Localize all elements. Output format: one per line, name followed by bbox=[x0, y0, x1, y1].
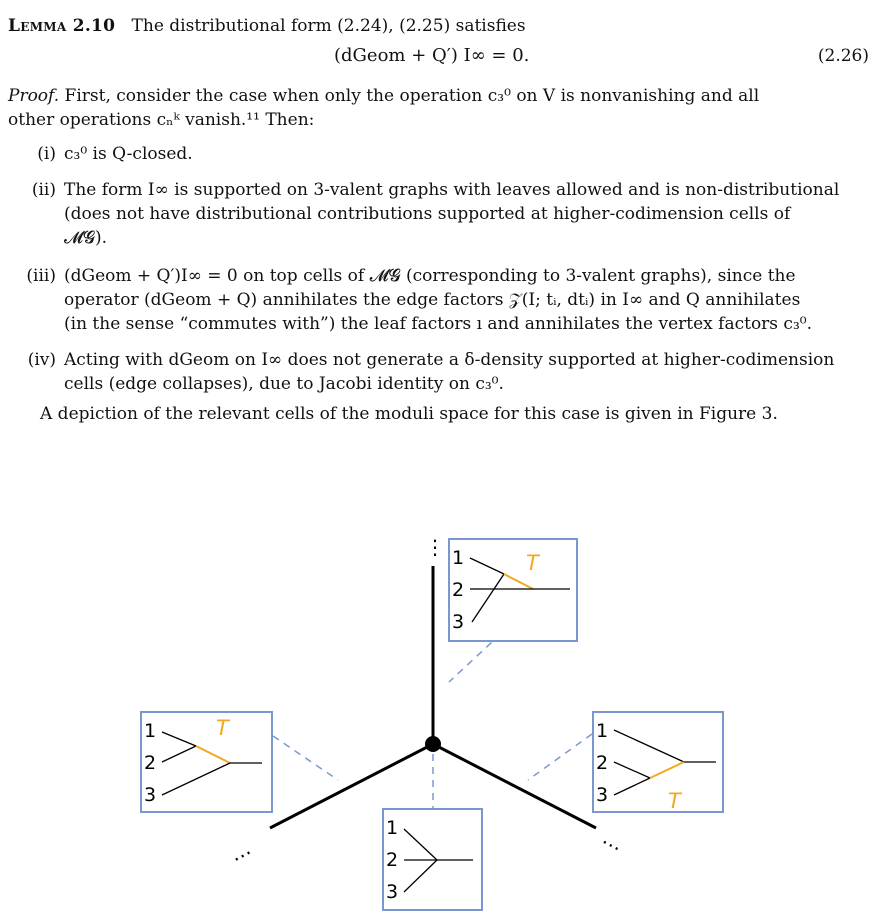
edge-label-T: T bbox=[526, 551, 539, 575]
item-line: c₃⁰ is Q-closed. bbox=[64, 144, 193, 164]
equation-number: (2.26) bbox=[817, 46, 869, 66]
edge-label-T: T bbox=[216, 716, 229, 740]
leaf-label: 2 bbox=[596, 752, 609, 774]
proof-intro-text: First, consider the case when only the operation c₃⁰ on V is nonvanishing and all bbox=[64, 86, 760, 106]
leaf-label: 3 bbox=[596, 784, 609, 806]
dots-top: ⋮ bbox=[425, 536, 445, 559]
item-label: (iii) bbox=[26, 266, 56, 286]
item-line: (does not have distributional contributions supported at higher-codimension cells of bbox=[64, 204, 791, 224]
lemma-title: Lemma 2.10 bbox=[8, 16, 116, 36]
dashed-connector bbox=[273, 736, 338, 780]
list-item bbox=[8, 142, 888, 166]
list-item bbox=[8, 178, 888, 250]
dashed-connector bbox=[528, 734, 592, 780]
graph-cell-bottom bbox=[383, 809, 482, 910]
leaf-label: 1 bbox=[452, 547, 465, 569]
equation: (dGeom + Q′) I∞ = 0. bbox=[334, 45, 530, 66]
item-line: cells (edge collapses), due to Jacobi identity on c₃⁰. bbox=[64, 374, 504, 394]
graph-cell-right bbox=[593, 712, 723, 813]
leaf-label: 1 bbox=[144, 720, 157, 742]
moduli-space-figure bbox=[0, 536, 893, 914]
item-line: Acting with dGeom on I∞ does not generate a δ-density supported at higher-codimension bbox=[64, 350, 835, 370]
dots-right: ⋯ bbox=[596, 829, 626, 861]
leaf-label: 2 bbox=[144, 752, 157, 774]
item-line: (dGeom + Q′)I∞ = 0 on top cells of 𝓜𝓖 (corresponding to 3-valent graphs), since the bbox=[64, 266, 796, 286]
central-vertex bbox=[425, 736, 441, 752]
edge-label-T: T bbox=[668, 789, 681, 813]
item-line: 𝓜𝓖). bbox=[64, 228, 108, 248]
proof-intro-line1 bbox=[8, 84, 759, 108]
item-label: (i) bbox=[37, 144, 56, 164]
lemma-line bbox=[8, 14, 526, 38]
list-item bbox=[8, 264, 888, 336]
leaf-label: 1 bbox=[386, 817, 399, 839]
item-label: (ii) bbox=[31, 180, 56, 200]
lemma-statement: The distributional form (2.24), (2.25) satisfies bbox=[131, 16, 526, 36]
graph-cell-top bbox=[449, 539, 577, 641]
leaf-label: 3 bbox=[452, 611, 465, 633]
leaf-label: 3 bbox=[386, 881, 399, 903]
leaf-label: 2 bbox=[386, 849, 399, 871]
item-line: operator (dGeom + Q) annihilates the edge factors 𝒵(I; tᵢ, dtᵢ) in I∞ and Q annihilates bbox=[64, 290, 801, 310]
list-item bbox=[8, 348, 888, 396]
dots-left: ⋯ bbox=[227, 840, 257, 871]
leaf-label: 1 bbox=[596, 720, 609, 742]
leaf-label: 3 bbox=[144, 784, 157, 806]
item-line: (in the sense “commutes with”) the leaf factors ı and annihilates the vertex factors c₃⁰. bbox=[64, 314, 812, 334]
item-line: The form I∞ is supported on 3-valent graphs with leaves allowed and is non-distributional bbox=[64, 180, 840, 200]
proof-intro-line2: other operations cₙᵏ vanish.¹¹ Then: bbox=[8, 110, 315, 130]
graph-cell-left bbox=[141, 712, 272, 812]
closing-paragraph: A depiction of the relevant cells of the moduli space for this case is given in Figure 3. bbox=[40, 404, 778, 424]
item-label: (iv) bbox=[27, 350, 56, 370]
leaf-label: 2 bbox=[452, 579, 465, 601]
proof-label: Proof. bbox=[8, 86, 60, 106]
